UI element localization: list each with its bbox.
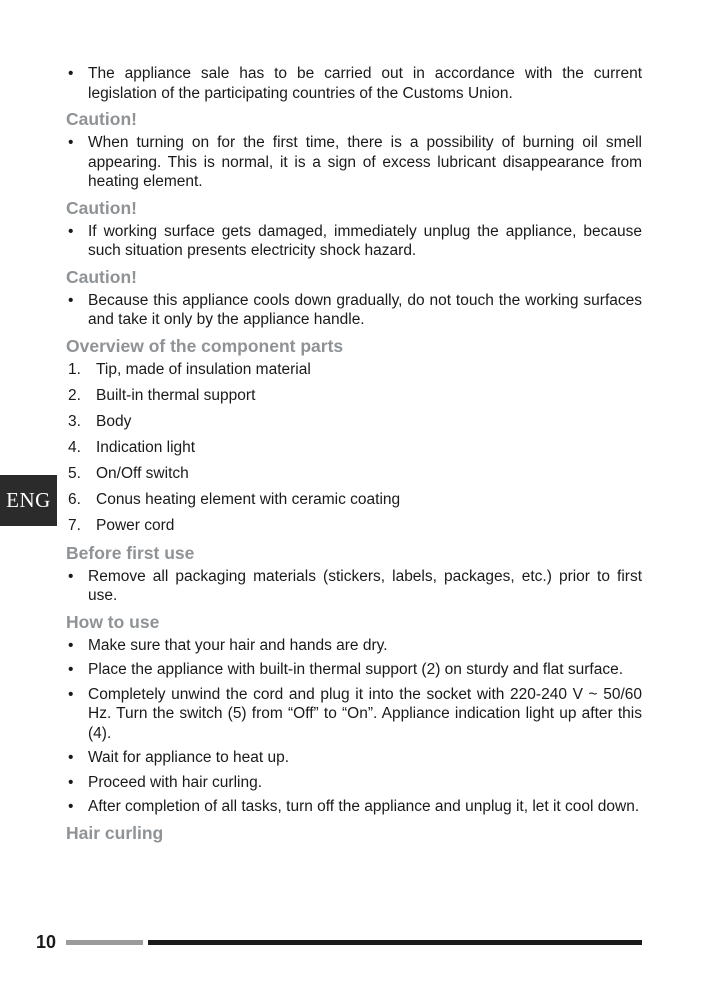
item-text: Tip, made of insulation material	[96, 360, 311, 378]
bullet-text: Completely unwind the cord and plug it into the socket with 220-240 V ~ 50/60 Hz. Turn the switch (5) from “Off” to “On”. Appliance indication light up after this (4).	[88, 685, 642, 742]
item-text: Indication light	[96, 438, 196, 456]
how-to-use-heading: How to use	[66, 611, 160, 632]
list-item	[66, 438, 642, 458]
list-item: • Make sure that your hair and hands are dry.	[68, 636, 388, 654]
item-text: Power cord	[96, 516, 175, 534]
list-item: • Place the appliance with built-in thermal support (2) on sturdy and flat surface.	[68, 661, 624, 678]
list-item: • After completion of all tasks, turn off the appliance and unplug it, let it cool down.	[68, 798, 640, 815]
before-first-use-heading: Before first use	[66, 542, 195, 563]
item-number: 3.	[68, 412, 81, 430]
caution-heading: Caution!	[66, 109, 137, 129]
item-text: Conus heating element with ceramic coating	[96, 490, 401, 508]
page-footer	[36, 928, 642, 958]
list-item: • The appliance sale has to be carried out in accordance with the current legislation of the participating countries of the Customs Union.	[68, 65, 642, 102]
list-item: • Proceed with hair curling.	[68, 773, 263, 791]
list-item: • When turning on for the first time, there is a possibility of burning oil smell appearing. This is normal, it is a sign of excess lubricant disappearance from heating element.	[68, 134, 642, 190]
list-item	[66, 360, 642, 380]
item-text: Body	[96, 412, 132, 430]
bullet-text: Because this appliance cools down gradually, do not touch the working surfaces and take it only by the appliance handle.	[88, 291, 642, 328]
page-number: 10	[36, 932, 57, 952]
list-item	[66, 464, 642, 484]
item-number: 2.	[68, 386, 81, 404]
bullet-text: When turning on for the first time, there is a possibility of burning oil smell appearing. This is normal, it is a sign of excess lubricant disappearance from heating element.	[88, 134, 642, 190]
caution-heading: Caution!	[66, 266, 137, 287]
list-item: • If working surface gets damaged, immediately unplug the appliance, because such situation presents electricity shock hazard.	[68, 222, 642, 259]
item-number: 7.	[68, 516, 81, 534]
list-item: • Completely unwind the cord and plug it into the socket with 220-240 V ~ 50/60 Hz. Turn the switch (5) from “Off” to “On”. Appliance indication light up after this (4).	[68, 685, 642, 742]
hair-curling-heading: Hair curling	[66, 822, 164, 843]
list-item: • Remove all packaging materials (stickers, labels, packages, etc.) prior to first use.	[68, 567, 642, 604]
bullet-text: Make sure that your hair and hands are dry.	[88, 636, 388, 654]
bullet-text: If working surface gets damaged, immediately unplug the appliance, because such situation presents electricity shock hazard.	[88, 222, 642, 259]
manual-page-content	[66, 64, 642, 847]
bullet-text: Place the appliance with built-in thermal support (2) on sturdy and flat surface.	[88, 661, 624, 678]
item-number: 4.	[68, 438, 81, 456]
list-item	[66, 412, 642, 432]
overview-heading: Overview of the component parts	[66, 335, 344, 356]
list-item: • Wait for appliance to heat up.	[68, 749, 290, 766]
caution-heading: Caution!	[66, 197, 137, 218]
item-number: 6.	[68, 490, 81, 508]
footer-divider-black	[148, 940, 642, 945]
bullet-text: The appliance sale has to be carried out in accordance with the current legislation of the participating countries of the Customs Union.	[88, 65, 642, 102]
item-text: Built-in thermal support	[96, 386, 256, 404]
bullet-text: Remove all packaging materials (stickers, labels, packages, etc.) prior to first use.	[88, 567, 642, 604]
list-item	[66, 516, 642, 536]
list-item	[66, 490, 642, 510]
bullet-text: After completion of all tasks, turn off the appliance and unplug it, let it cool down.	[88, 798, 640, 815]
language-tab: ENG	[0, 475, 57, 526]
list-item: • Because this appliance cools down gradually, do not touch the working surfaces and take it only by the appliance handle.	[68, 291, 642, 328]
item-number: 1.	[68, 360, 81, 378]
item-number: 5.	[68, 464, 81, 482]
list-item	[66, 386, 642, 406]
bullet-text: Proceed with hair curling.	[88, 773, 263, 791]
footer-divider-grey	[66, 940, 143, 945]
item-text: On/Off switch	[96, 464, 189, 482]
bullet-text: Wait for appliance to heat up.	[88, 749, 290, 766]
